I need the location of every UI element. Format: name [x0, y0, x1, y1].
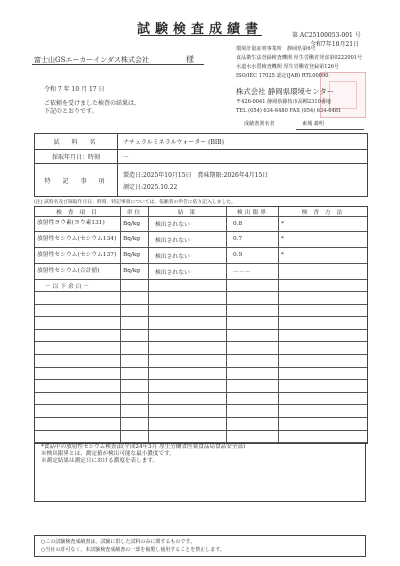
blank-cell: [279, 304, 367, 317]
blank-cell: [35, 404, 121, 417]
blank-cell: [121, 379, 149, 392]
blank-row: [35, 291, 367, 305]
blank-cell: [35, 392, 121, 405]
blank-cell: [227, 354, 279, 367]
blank-row: [35, 316, 367, 330]
blank-cell: [227, 417, 279, 430]
header-method: 検 査 方 法: [301, 210, 345, 216]
footer-line-1: ○この試験検査成績書は、試験に供した試料のみに関するものです。: [41, 539, 195, 545]
row-method: *: [281, 220, 284, 227]
sample-name-row: [35, 134, 367, 150]
remarks-row: [35, 164, 367, 196]
lab-address: 〒426-0041 静岡県藤枝市高柳2310番地: [236, 99, 332, 105]
sample-name-value: ナチュラルミネラルウォーター (BIB): [123, 139, 224, 146]
blank-cell: [279, 417, 367, 430]
client-underline: [32, 64, 204, 65]
sample-name-label: 試 料 名: [35, 134, 118, 149]
blank-cell: [35, 417, 121, 430]
blank-cell: [35, 304, 121, 317]
blank-cell: [279, 316, 367, 329]
client-name: 富士山GSエーカーインダス株式会社: [34, 56, 149, 64]
blank-cell: [149, 304, 227, 317]
table-row: [35, 216, 367, 232]
row-result: 検出されない: [149, 247, 227, 263]
blank-cell: [121, 367, 149, 380]
note-line-3: ※測定結果は測定日における濃度を表します。: [41, 458, 159, 464]
report-title: 試験検査成績書: [136, 22, 263, 37]
blank-cell: [35, 316, 121, 329]
blank-row: [35, 329, 367, 343]
row-item: 放射性セシウム(セシウム137): [35, 247, 121, 263]
sample-datetime-value: －: [123, 154, 130, 161]
blank-row: [35, 417, 367, 431]
blank-cell: [279, 341, 367, 354]
row-limit: －－－: [227, 263, 279, 279]
registration-4: ISO/IEC 17025 認定(JAB) RTL00090: [236, 73, 329, 79]
blank-cell: [149, 379, 227, 392]
note-line-2: ※検出限界とは、測定値が検出可能な最小濃度です。: [41, 451, 175, 457]
row-unit: Bq/kg: [121, 231, 149, 247]
row-limit: 0.9: [227, 247, 279, 263]
row-limit: 0.7: [227, 231, 279, 247]
table-row: [35, 247, 367, 264]
blank-cell: [227, 404, 279, 417]
blank-cell: [227, 430, 279, 443]
blank-cell: [121, 392, 149, 405]
note-line-1: *食品中の放射性セシウム検査法(平成24年3月 厚生労働省医薬食品局食品安全部): [41, 444, 246, 450]
registration-3: 水道水水質検査機関 厚生労働省登録第126号: [236, 64, 340, 70]
client-honorific: 様: [186, 55, 194, 64]
end-marker: － 以 下 余 白 －: [35, 279, 121, 291]
blank-cell: [227, 379, 279, 392]
blank-row: [35, 379, 367, 393]
date-issued: 令和7年10月21日: [310, 41, 360, 48]
blank-cell: [149, 316, 227, 329]
lab-company: 株式会社 静岡県環境センター: [236, 87, 335, 96]
header-limit: 検出限界: [227, 207, 279, 216]
registration-2: 食品衛生法登録検査機関 厚生労働省発食第0222001号: [236, 55, 363, 61]
row-item: 放射性ヨウ素(ヨウ素131): [35, 216, 121, 231]
blank-cell: [227, 341, 279, 354]
row-result: 検出されない: [149, 216, 227, 231]
sample-datetime-label: 採取年月日：時刻: [35, 150, 118, 163]
blank-cell: [121, 291, 149, 304]
blank-row: [35, 354, 367, 368]
results-table: [34, 206, 368, 444]
header-item: 検 査 項 目: [35, 207, 121, 216]
blank-cell: [227, 304, 279, 317]
blank-cell: [279, 392, 367, 405]
remarks-line-2: 測定日:2025.10.22: [123, 183, 178, 191]
blank-row: [35, 404, 367, 418]
row-unit: Bq/kg: [121, 216, 149, 231]
signature-line: [296, 129, 364, 130]
notes-box: [34, 442, 366, 502]
blank-cell: [279, 379, 367, 392]
row-item: 放射性セシウム(合計値): [35, 263, 121, 279]
row-limit: 0.8: [227, 216, 279, 231]
blank-cell: [279, 329, 367, 342]
intro-line-2: 下記のとおりです。: [44, 108, 98, 115]
issue-date: 令和 7 年 10 月 17 日: [44, 86, 105, 93]
blank-cell: [35, 367, 121, 380]
remarks-label: 特 記 事 項: [35, 164, 118, 196]
blank-cell: [35, 379, 121, 392]
blank-cell: [121, 417, 149, 430]
blank-cell: [149, 430, 227, 443]
header-result: 結 果: [149, 207, 227, 216]
blank-cell: [227, 392, 279, 405]
blank-cell: [149, 392, 227, 405]
signer-label: 成績書署名者: [244, 121, 275, 127]
blank-cell: [149, 329, 227, 342]
blank-row: [35, 341, 367, 355]
blank-cell: [121, 316, 149, 329]
blank-row: [35, 304, 367, 318]
intro-line-1: ご依頼を受けました検査の結果は、: [44, 100, 141, 107]
blank-cell: [227, 316, 279, 329]
row-result: 検出されない: [149, 263, 227, 279]
table-row: [35, 231, 367, 248]
blank-cell: [35, 329, 121, 342]
blank-cell: [279, 291, 367, 304]
blank-cell: [121, 329, 149, 342]
blank-cell: [279, 430, 367, 443]
blank-cell: [279, 404, 367, 417]
remarks-line-1: 製造日:2025年10月15日 賞味期限:2026年4月15日: [123, 171, 269, 179]
blank-cell: [227, 329, 279, 342]
blank-cell: [35, 430, 121, 443]
blank-cell: [121, 341, 149, 354]
blank-cell: [279, 354, 367, 367]
blank-row: [35, 392, 367, 406]
blank-cell: [227, 291, 279, 304]
blank-cell: [35, 291, 121, 304]
blank-cell: [149, 417, 227, 430]
blank-cell: [121, 354, 149, 367]
registration-1: 環境計量証明事業所 静岡県第6号: [236, 46, 316, 52]
header-unit: 単位: [121, 207, 149, 216]
blank-cell: [121, 430, 149, 443]
row-method: *: [281, 252, 284, 258]
blank-cell: [149, 404, 227, 417]
row-method: *: [281, 236, 284, 242]
blank-cell: [149, 354, 227, 367]
blank-cell: [121, 404, 149, 417]
blank-cell: [35, 341, 121, 354]
row-item: 放射性セシウム(セシウム134): [35, 231, 121, 247]
table-row: [35, 263, 367, 280]
title-underline: [140, 35, 262, 36]
row-method: [279, 263, 367, 279]
lab-phone: TEL (054) 634-6480 FAX (054) 634-6481: [236, 108, 342, 114]
blank-cell: [227, 367, 279, 380]
blank-cell: [35, 354, 121, 367]
row-result: 検出されない: [149, 231, 227, 247]
sample-note: (注) 試料名及び採取年月日、時刻、特記事項については、依頼者の申告に依り記入しました。: [34, 200, 236, 205]
signer-name: 東城 義明: [302, 121, 324, 127]
blank-cell: [149, 367, 227, 380]
row-unit: Bq/kg: [121, 247, 149, 263]
blank-cell: [149, 291, 227, 304]
report-number: 第 AC25100053-001 号: [292, 32, 361, 39]
sample-datetime-row: [35, 150, 367, 164]
footer-line-2: ○当社の許可なく、本試験検査成績書の一部を複製し使用することを禁止します。: [41, 547, 225, 553]
blank-cell: [279, 367, 367, 380]
blank-row: [35, 367, 367, 381]
blank-cell: [149, 341, 227, 354]
sample-info-table: [34, 133, 368, 197]
blank-cell: [121, 304, 149, 317]
row-unit: Bq/kg: [121, 263, 149, 279]
footer-box: [34, 535, 366, 557]
